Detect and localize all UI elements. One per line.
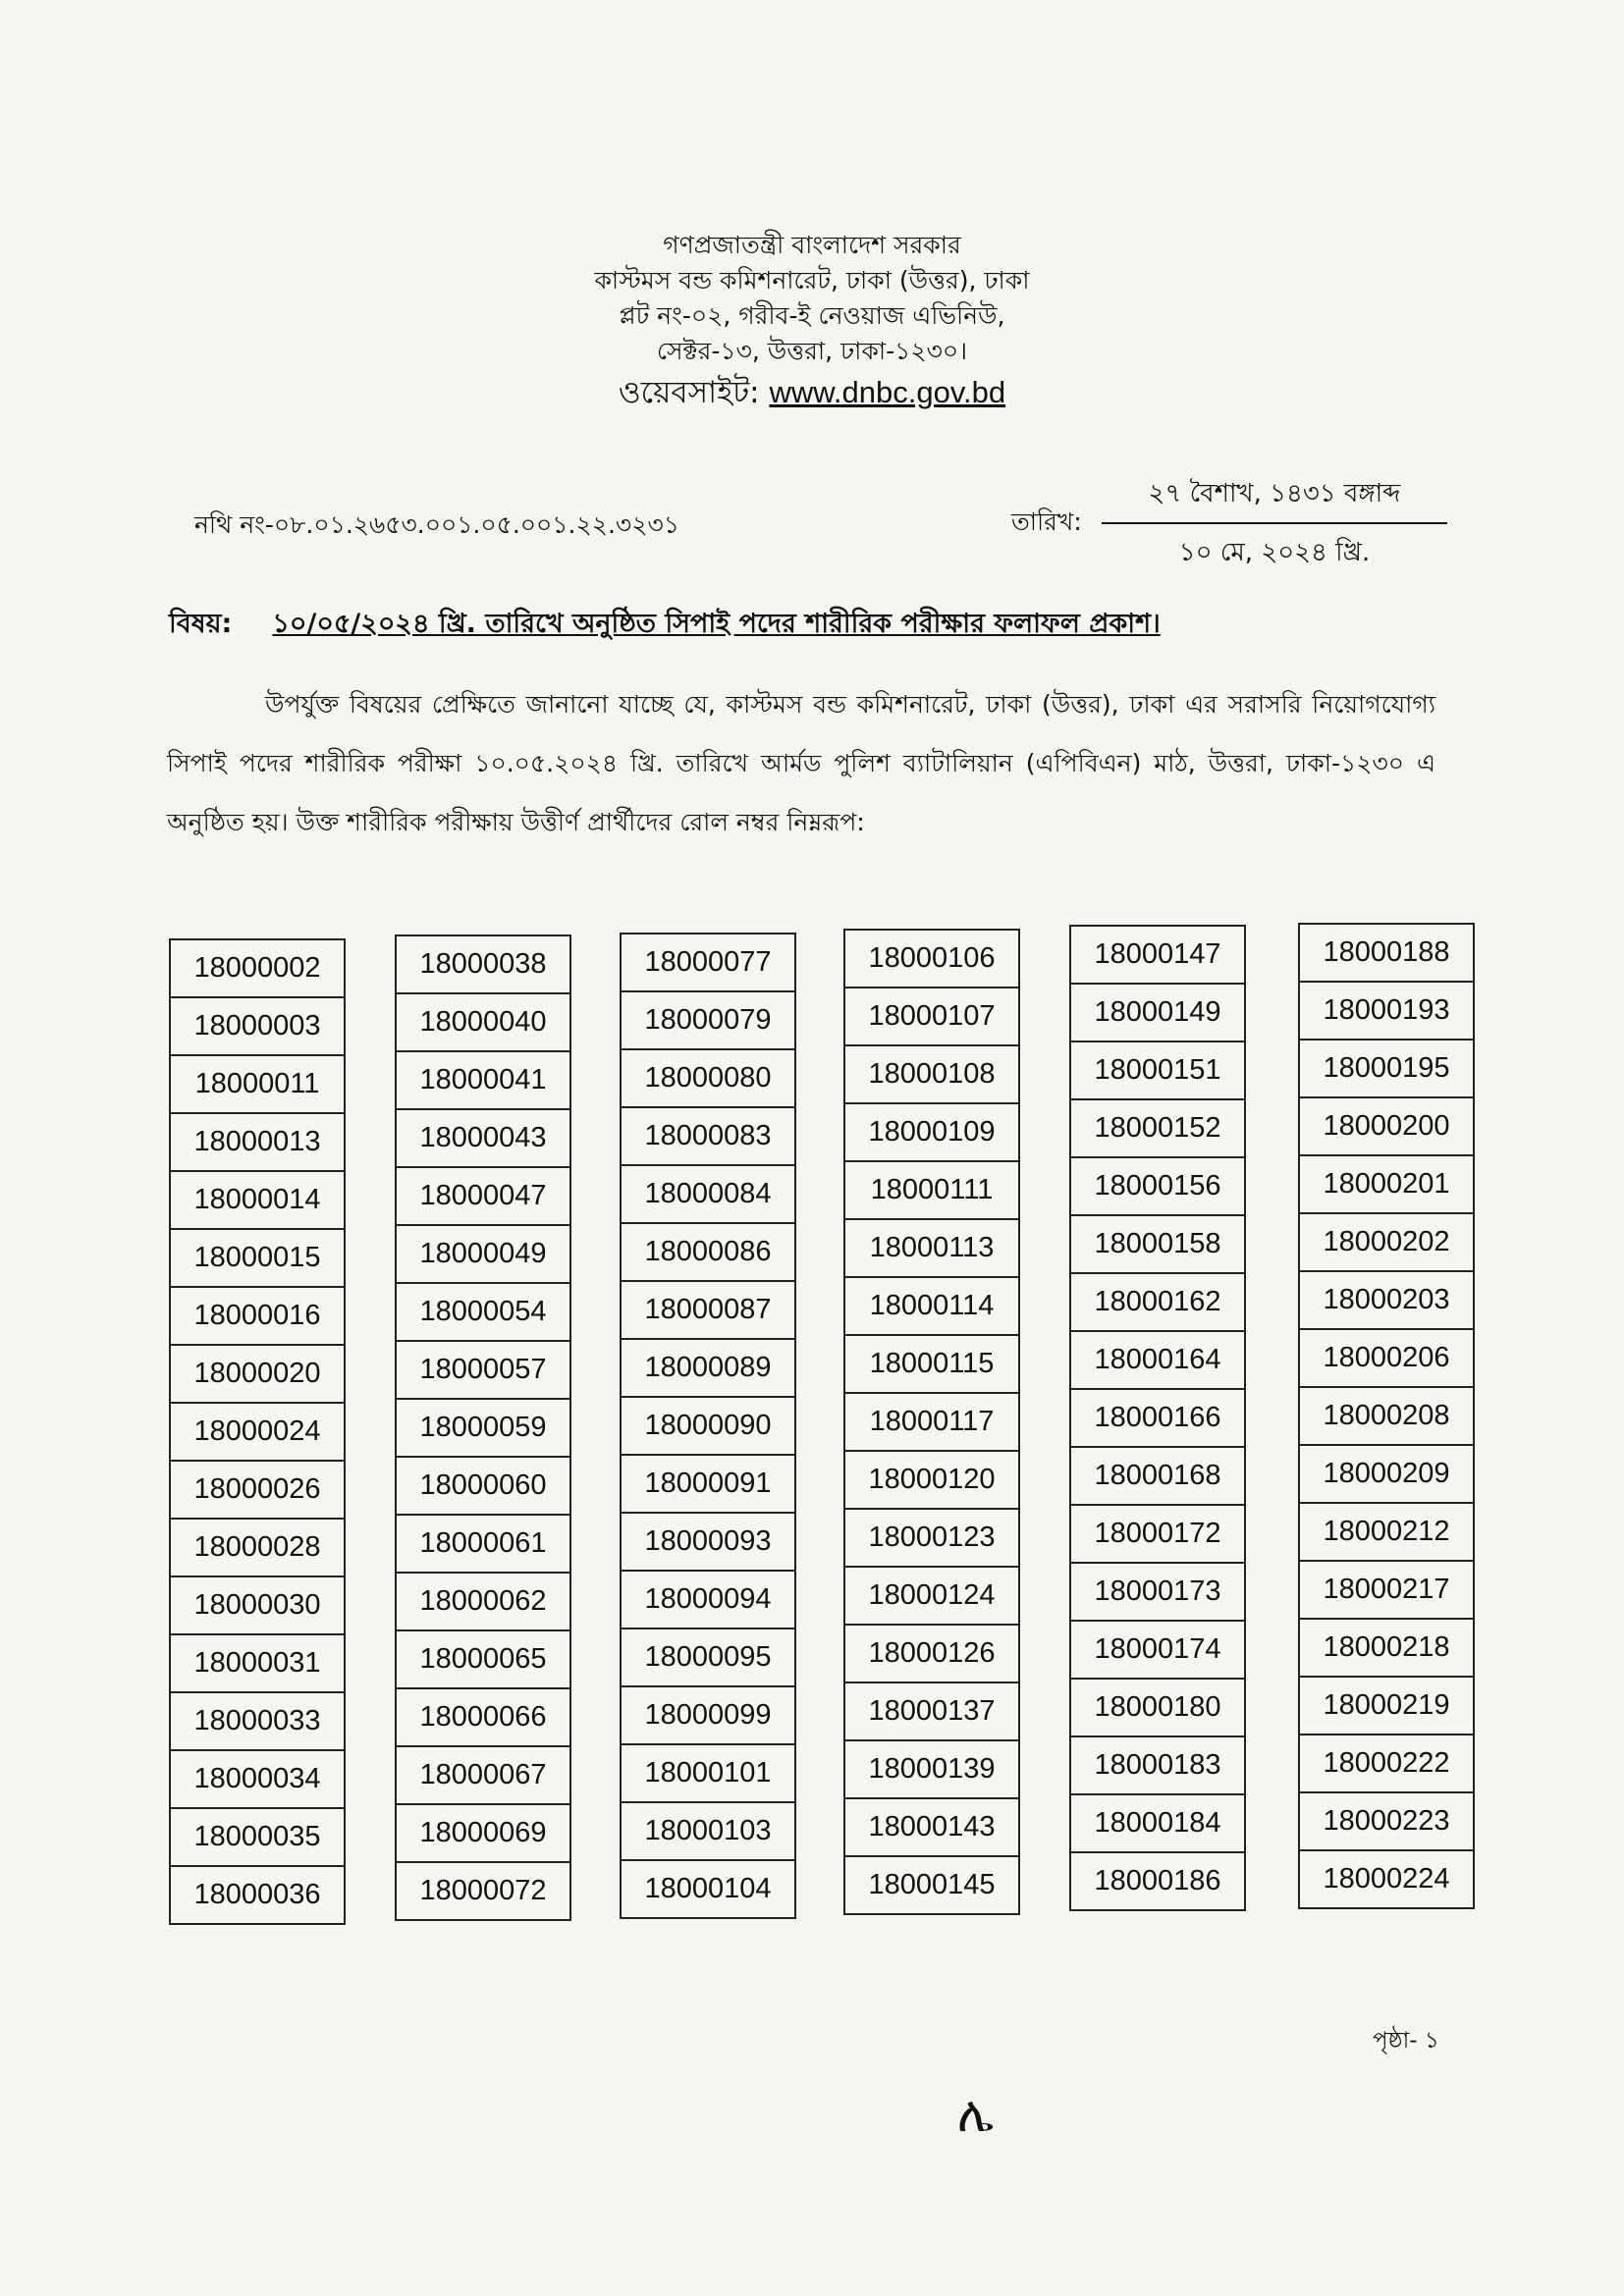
- roll-number-cell: 18000193: [1299, 982, 1474, 1040]
- table-row: [170, 1461, 345, 1519]
- roll-number-cell: 18000168: [1070, 1447, 1245, 1505]
- table-row: [1070, 1505, 1245, 1563]
- roll-number-cell: 18000003: [170, 997, 345, 1055]
- table-row: [170, 1287, 345, 1345]
- roll-column-2: [395, 934, 571, 1921]
- roll-column-5: [1069, 925, 1246, 1911]
- table-row: [170, 1866, 345, 1924]
- roll-number-cell: 18000026: [170, 1461, 345, 1519]
- roll-number-cell: 18000106: [844, 930, 1019, 988]
- roll-number-cell: 18000219: [1299, 1677, 1474, 1735]
- roll-number-cell: 18000200: [1299, 1097, 1474, 1155]
- table-row: [1070, 1794, 1245, 1852]
- table-row: [621, 934, 795, 991]
- body-paragraph: [167, 675, 1435, 852]
- table-row: [396, 1573, 570, 1630]
- roll-number-cell: 18000123: [844, 1509, 1019, 1567]
- roll-number-cell: 18000217: [1299, 1561, 1474, 1619]
- roll-number-cell: 18000201: [1299, 1155, 1474, 1213]
- roll-number-cell: 18000094: [621, 1571, 795, 1629]
- table-row: [844, 1277, 1019, 1335]
- table-row: [1299, 1040, 1474, 1097]
- table-row: [621, 1223, 795, 1281]
- roll-number-cell: 18000030: [170, 1576, 345, 1634]
- roll-number-cell: 18000158: [1070, 1215, 1245, 1273]
- table-row: [1299, 1850, 1474, 1908]
- roll-number-cell: 18000107: [844, 988, 1019, 1045]
- roll-number-cell: 18000024: [170, 1403, 345, 1461]
- roll-number-cell: 18000212: [1299, 1503, 1474, 1561]
- roll-number-cell: 18000124: [844, 1567, 1019, 1625]
- table-row: [844, 1335, 1019, 1393]
- table-row: [1070, 1041, 1245, 1099]
- roll-number-cell: 18000089: [621, 1339, 795, 1397]
- table-row: [844, 1740, 1019, 1798]
- subject-label: বিষয়:: [169, 609, 233, 639]
- roll-number-cell: 18000113: [844, 1219, 1019, 1277]
- roll-number-cell: 18000033: [170, 1692, 345, 1750]
- roll-number-cell: 18000108: [844, 1045, 1019, 1103]
- table-row: [396, 1804, 570, 1862]
- roll-number-cell: 18000109: [844, 1103, 1019, 1161]
- roll-number-cell: 18000095: [621, 1629, 795, 1686]
- table-row: [621, 1049, 795, 1107]
- table-row: [1070, 926, 1245, 984]
- roll-number-cell: 18000202: [1299, 1213, 1474, 1271]
- roll-number-cell: 18000047: [396, 1167, 570, 1225]
- table-row: [621, 1629, 795, 1686]
- table-row: [1070, 1736, 1245, 1794]
- date-bangla: ২৭ বৈশাখ, ১৪৩১ বঙ্গাব্দ: [1102, 473, 1447, 524]
- table-row: [396, 1630, 570, 1688]
- roll-number-cell: 18000040: [396, 993, 570, 1051]
- subject-line: [169, 604, 1161, 648]
- table-row: [170, 1634, 345, 1692]
- office-name: কাস্টমস বন্ড কমিশনারেট, ঢাকা (উত্তর), ঢাকা: [594, 266, 1030, 294]
- roll-number-cell: 18000151: [1070, 1041, 1245, 1099]
- table-row: [1070, 984, 1245, 1041]
- table-row: [396, 1688, 570, 1746]
- roll-number-cell: 18000195: [1299, 1040, 1474, 1097]
- table-row: [1299, 1503, 1474, 1561]
- roll-number-cell: 18000034: [170, 1750, 345, 1808]
- roll-number-cell: 18000031: [170, 1634, 345, 1692]
- roll-column-4: [843, 929, 1020, 1915]
- table-row: [396, 1457, 570, 1515]
- roll-number-cell: 18000184: [1070, 1794, 1245, 1852]
- roll-number-cell: 18000143: [844, 1798, 1019, 1856]
- table-row: [170, 939, 345, 997]
- subject-text: ১০/০৫/২০২৪ খ্রি. তারিখে অনুষ্ঠিত সিপাই পদের শারীরিক পরীক্ষার ফলাফল প্রকাশ।: [272, 609, 1161, 639]
- table-row: [844, 1219, 1019, 1277]
- table-row: [1299, 1213, 1474, 1271]
- roll-number-cell: 18000173: [1070, 1563, 1245, 1621]
- roll-number-cell: 18000126: [844, 1625, 1019, 1682]
- roll-number-cell: 18000208: [1299, 1387, 1474, 1445]
- roll-number-cell: 18000041: [396, 1051, 570, 1109]
- table-row: [844, 1625, 1019, 1682]
- table-row: [1299, 1619, 1474, 1677]
- roll-number-cell: 18000174: [1070, 1621, 1245, 1679]
- roll-number-cell: 18000206: [1299, 1329, 1474, 1387]
- roll-number-cell: 18000015: [170, 1229, 345, 1287]
- table-row: [396, 1225, 570, 1283]
- roll-number-cell: 18000222: [1299, 1735, 1474, 1792]
- roll-number-cell: 18000149: [1070, 984, 1245, 1041]
- table-row: [170, 1345, 345, 1403]
- initial-signature: ሌ: [957, 2086, 995, 2143]
- roll-number-cell: 18000099: [621, 1686, 795, 1744]
- table-row: [621, 1744, 795, 1802]
- roll-number-cell: 18000011: [170, 1055, 345, 1113]
- table-row: [170, 1750, 345, 1808]
- roll-number-cell: 18000049: [396, 1225, 570, 1283]
- roll-number-cell: 18000054: [396, 1283, 570, 1341]
- table-row: [844, 1393, 1019, 1451]
- date-label: তারিখ:: [1011, 507, 1082, 536]
- table-row: [1299, 924, 1474, 982]
- roll-number-cell: 18000188: [1299, 924, 1474, 982]
- roll-number-cell: 18000020: [170, 1345, 345, 1403]
- roll-number-cell: 18000152: [1070, 1099, 1245, 1157]
- website-link[interactable]: www.dnbc.gov.bd: [769, 375, 1006, 409]
- table-row: [170, 1692, 345, 1750]
- address-line-1: প্লট নং-০২, গরীব-ই নেওয়াজ এভিনিউ,: [619, 301, 1005, 330]
- roll-number-cell: 18000172: [1070, 1505, 1245, 1563]
- roll-number-cell: 18000164: [1070, 1331, 1245, 1389]
- date-english: ১০ মে, ২০২৪ খ্রি.: [1178, 538, 1371, 567]
- roll-number-cell: 18000101: [621, 1744, 795, 1802]
- roll-number-cell: 18000084: [621, 1165, 795, 1223]
- roll-number-cell: 18000104: [621, 1860, 795, 1918]
- table-row: [170, 1171, 345, 1229]
- table-row: [170, 1055, 345, 1113]
- roll-number-cell: 18000013: [170, 1113, 345, 1171]
- roll-number-cell: 18000224: [1299, 1850, 1474, 1908]
- table-row: [621, 1860, 795, 1918]
- memo-number: নথি নং-০৮.০১.২৬৫৩.০০১.০৫.০০১.২২.৩২৩১: [194, 510, 679, 539]
- roll-number-cell: 18000120: [844, 1451, 1019, 1509]
- roll-number-cell: 18000114: [844, 1277, 1019, 1335]
- roll-number-cell: 18000061: [396, 1515, 570, 1573]
- roll-number-cell: 18000057: [396, 1341, 570, 1399]
- govt-name: গণপ্রজাতন্ত্রী বাংলাদেশ সরকার: [663, 231, 961, 259]
- table-row: [396, 1515, 570, 1573]
- roll-column-3: [620, 933, 796, 1919]
- website-line: [0, 375, 1624, 410]
- roll-number-cell: 18000062: [396, 1573, 570, 1630]
- roll-number-cell: 18000218: [1299, 1619, 1474, 1677]
- table-row: [1070, 1157, 1245, 1215]
- table-row: [621, 1455, 795, 1513]
- table-row: [170, 1229, 345, 1287]
- table-row: [1299, 982, 1474, 1040]
- roll-number-cell: 18000028: [170, 1519, 345, 1576]
- table-row: [844, 1451, 1019, 1509]
- table-row: [170, 1113, 345, 1171]
- roll-number-cell: 18000086: [621, 1223, 795, 1281]
- table-row: [396, 1051, 570, 1109]
- table-row: [621, 991, 795, 1049]
- table-row: [1070, 1563, 1245, 1621]
- page-number: পৃষ্ঠা- ১: [1373, 2028, 1439, 2054]
- roll-number-cell: 18000186: [1070, 1852, 1245, 1910]
- roll-number-cell: 18000156: [1070, 1157, 1245, 1215]
- table-row: [1070, 1852, 1245, 1910]
- roll-number-cell: 18000091: [621, 1455, 795, 1513]
- table-row: [844, 1509, 1019, 1567]
- roll-number-cell: 18000093: [621, 1513, 795, 1571]
- website-label: ওয়েবসাইট:: [618, 375, 760, 410]
- letterhead: [0, 228, 1624, 410]
- roll-number-cell: 18000014: [170, 1171, 345, 1229]
- table-row: [1299, 1329, 1474, 1387]
- roll-number-cell: 18000117: [844, 1393, 1019, 1451]
- roll-number-cell: 18000223: [1299, 1792, 1474, 1850]
- table-row: [1299, 1271, 1474, 1329]
- table-row: [1299, 1792, 1474, 1850]
- table-row: [1070, 1447, 1245, 1505]
- table-row: [1299, 1735, 1474, 1792]
- body-text: উপর্যুক্ত বিষয়ের প্রেক্ষিতে জানানো যাচ্ছে যে, কাস্টমস বন্ড কমিশনারেট, ঢাকা (উত্তর), ঢাকা এর সরাসরি নিয়োগযোগ্য সিপাই পদের শারীরিক পরীক্ষা ১০.০৫.২০২৪ খ্রি. তারিখে আর্মড পুলিশ ব্যাটালিয়ান (এপিবিএন) মাঠ, উত্তরা, ঢাকা-১২৩০ এ অনুষ্ঠিত হয়। উক্ত শারীরিক পরীক্ষায় উত্তীর্ণ প্রার্থীদের রোল নম্বর নিম্নরূপ:: [167, 690, 1435, 836]
- table-row: [844, 1682, 1019, 1740]
- roll-number-cell: 18000077: [621, 934, 795, 991]
- table-row: [170, 1519, 345, 1576]
- roll-number-cell: 18000090: [621, 1397, 795, 1455]
- table-row: [396, 1283, 570, 1341]
- roll-number-cell: 18000147: [1070, 926, 1245, 984]
- table-row: [844, 988, 1019, 1045]
- roll-number-cell: 18000139: [844, 1740, 1019, 1798]
- table-row: [621, 1281, 795, 1339]
- table-row: [396, 1399, 570, 1457]
- roll-number-cell: 18000065: [396, 1630, 570, 1688]
- table-row: [844, 1856, 1019, 1914]
- roll-number-cell: 18000080: [621, 1049, 795, 1107]
- table-row: [170, 1808, 345, 1866]
- table-row: [621, 1165, 795, 1223]
- table-row: [1299, 1097, 1474, 1155]
- table-row: [1070, 1389, 1245, 1447]
- roll-column-6: [1298, 923, 1475, 1909]
- table-row: [844, 1161, 1019, 1219]
- roll-number-cell: 18000137: [844, 1682, 1019, 1740]
- table-row: [396, 993, 570, 1051]
- roll-number-cell: 18000180: [1070, 1679, 1245, 1736]
- table-row: [621, 1513, 795, 1571]
- table-row: [396, 1746, 570, 1804]
- roll-number-cell: 18000072: [396, 1862, 570, 1920]
- table-row: [1299, 1445, 1474, 1503]
- roll-number-cell: 18000183: [1070, 1736, 1245, 1794]
- roll-number-cell: 18000036: [170, 1866, 345, 1924]
- table-row: [621, 1107, 795, 1165]
- roll-number-cell: 18000060: [396, 1457, 570, 1515]
- table-row: [170, 1576, 345, 1634]
- roll-number-cell: 18000145: [844, 1856, 1019, 1914]
- table-row: [396, 1862, 570, 1920]
- table-row: [621, 1802, 795, 1860]
- address-line-2: সেক্টর-১৩, উত্তরা, ঢাকা-১২৩০।: [656, 337, 968, 365]
- table-row: [396, 935, 570, 993]
- table-row: [1070, 1273, 1245, 1331]
- table-row: [1299, 1155, 1474, 1213]
- roll-number-cell: 18000069: [396, 1804, 570, 1862]
- table-row: [1070, 1621, 1245, 1679]
- roll-number-cell: 18000002: [170, 939, 345, 997]
- table-row: [844, 1798, 1019, 1856]
- roll-number-cell: 18000038: [396, 935, 570, 993]
- table-row: [1299, 1387, 1474, 1445]
- table-row: [170, 1403, 345, 1461]
- roll-number-cell: 18000043: [396, 1109, 570, 1167]
- roll-number-cell: 18000087: [621, 1281, 795, 1339]
- roll-number-cell: 18000059: [396, 1399, 570, 1457]
- table-row: [844, 930, 1019, 988]
- roll-number-cell: 18000115: [844, 1335, 1019, 1393]
- roll-number-cell: 18000079: [621, 991, 795, 1049]
- table-row: [1070, 1679, 1245, 1736]
- roll-number-cell: 18000203: [1299, 1271, 1474, 1329]
- table-row: [1070, 1331, 1245, 1389]
- roll-number-cell: 18000103: [621, 1802, 795, 1860]
- table-row: [621, 1571, 795, 1629]
- roll-column-1: [169, 938, 346, 1925]
- table-row: [1299, 1677, 1474, 1735]
- roll-number-cell: 18000066: [396, 1688, 570, 1746]
- table-row: [396, 1167, 570, 1225]
- table-row: [621, 1686, 795, 1744]
- table-row: [170, 997, 345, 1055]
- roll-number-cell: 18000166: [1070, 1389, 1245, 1447]
- roll-number-cell: 18000035: [170, 1808, 345, 1866]
- table-row: [1070, 1215, 1245, 1273]
- date-block: [1102, 473, 1447, 575]
- table-row: [396, 1341, 570, 1399]
- roll-number-cell: 18000111: [844, 1161, 1019, 1219]
- roll-number-cell: 18000067: [396, 1746, 570, 1804]
- table-row: [844, 1103, 1019, 1161]
- table-row: [621, 1397, 795, 1455]
- table-row: [621, 1339, 795, 1397]
- roll-number-cell: 18000209: [1299, 1445, 1474, 1503]
- roll-number-cell: 18000162: [1070, 1273, 1245, 1331]
- table-row: [1299, 1561, 1474, 1619]
- table-row: [396, 1109, 570, 1167]
- table-row: [1070, 1099, 1245, 1157]
- table-row: [844, 1045, 1019, 1103]
- roll-number-cell: 18000016: [170, 1287, 345, 1345]
- roll-number-cell: 18000083: [621, 1107, 795, 1165]
- table-row: [844, 1567, 1019, 1625]
